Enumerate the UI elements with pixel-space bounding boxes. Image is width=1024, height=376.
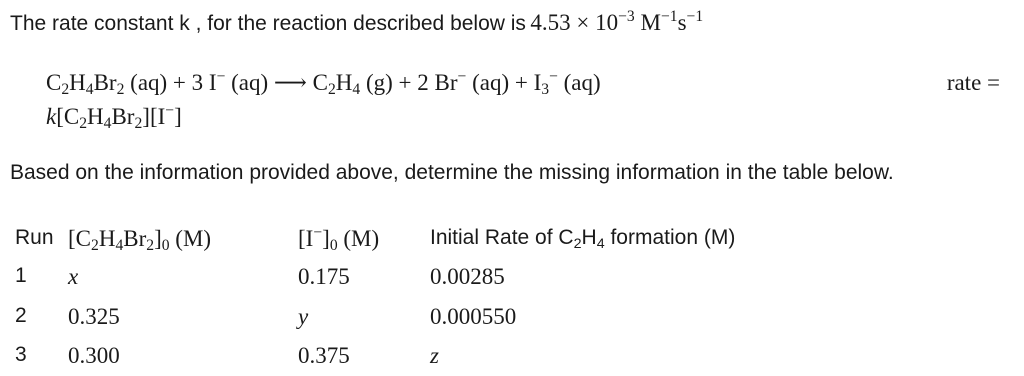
row3-run: 3 bbox=[15, 343, 27, 366]
k-base: 10 bbox=[595, 10, 619, 35]
k-mantissa: 4.53 bbox=[530, 10, 571, 35]
row2-run: 2 bbox=[15, 304, 27, 327]
header-initial-rate: Initial Rate of $C_2H_4$ formation (M) bbox=[430, 226, 736, 252]
problem-intro bbox=[10, 10, 703, 36]
row3-conc-c2h4br2: 0.300 bbox=[68, 343, 120, 368]
row2-conc-iodide: y bbox=[298, 304, 309, 329]
row1-run: 1 bbox=[15, 264, 27, 287]
row2-initial-rate: 0.000550 bbox=[430, 304, 517, 329]
row3-initial-rate: z bbox=[430, 343, 439, 368]
intro-text: The rate constant k , for the reaction described below is bbox=[10, 12, 526, 35]
unit-second: s bbox=[677, 10, 687, 35]
row1-conc-c2h4br2: x bbox=[68, 264, 79, 289]
rate-law: $k[C_2H_4Br_2][I^-]$ bbox=[46, 102, 182, 133]
rate-constant-value bbox=[530, 10, 703, 35]
row1-conc-iodide: 0.175 bbox=[298, 264, 350, 289]
header-run: Run bbox=[15, 226, 54, 249]
unit-molar: M bbox=[640, 10, 661, 35]
row3-conc-iodide: 0.375 bbox=[298, 343, 350, 368]
instruction-text: Based on the information provided above, determine the missing information in the table below. bbox=[10, 161, 894, 184]
k-exponent: −3 bbox=[618, 8, 635, 26]
header-conc-iodide: $[I^-]_0$ (M) bbox=[298, 224, 380, 255]
rate-label: rate = bbox=[946, 70, 1000, 95]
unit-molar-exponent: −1 bbox=[660, 8, 678, 26]
unit-second-exponent: −1 bbox=[686, 8, 704, 26]
times-sign: × bbox=[576, 10, 590, 35]
reaction-equation: $C_2H_4Br_2$ (aq) + 3 I− (aq) ⟶ $C_2H_4$ (g) + 2 Br− $(aq) + I_3^-$ (aq) bbox=[46, 68, 601, 99]
header-conc-c2h4br2: $[C_2H_4Br_2]_0$ (M) bbox=[68, 226, 212, 255]
row2-conc-c2h4br2: 0.325 bbox=[68, 304, 120, 329]
row1-initial-rate: 0.00285 bbox=[430, 264, 505, 289]
